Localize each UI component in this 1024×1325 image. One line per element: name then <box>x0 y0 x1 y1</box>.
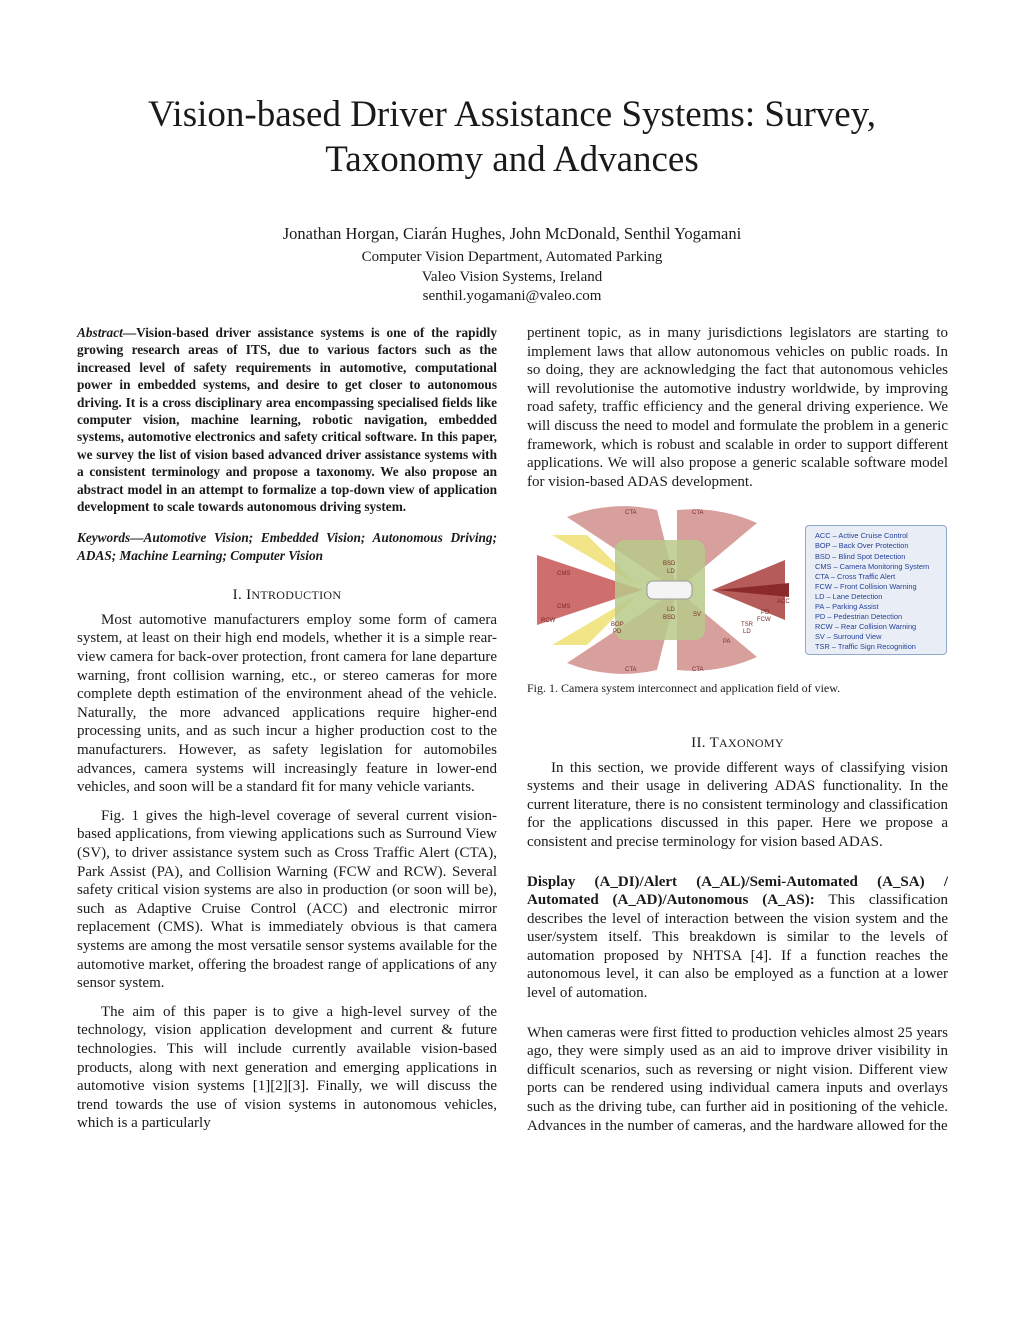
taxonomy-paragraph-2 <box>527 873 948 1003</box>
affiliation-department: Computer Vision Department, Automated Parking <box>361 249 663 265</box>
title-line-2: Taxonomy and Advances <box>325 139 699 180</box>
legend-item: PD – Pedestrian Detection <box>815 612 903 622</box>
intro-paragraph-3: The aim of this paper is to give a high-level survey of the technology, vision application development and current & future technologies. This will include currently available vision-based products, along with next generation and emerging applications in automotive vision systems [1][2][3]. Finally, we will discuss the trend towards the use of vision systems in autonomous vehicles, which is a particularly <box>77 1003 497 1132</box>
label-acc: ACC <box>777 599 790 606</box>
label-cta-tr: CTA <box>692 510 704 517</box>
label-cms-2: CMS <box>557 604 571 611</box>
taxonomy-paragraph-3: When cameras were first fitted to production vehicles almost 25 years ago, they were simply used as an aid to improve driver visibility in difficult scenarios, such as reversing or night vision. Different view ports can be rendered using individual camera inputs and overlays such as the driving tube, can further aid in positioning of the vehicle. Advances in the number of cameras, and the hardware allowed for the <box>527 1024 948 1134</box>
intro-paragraph-4: pertinent topic, as in many jurisdictions legislators are starting to implement laws that allow autonomous vehicles on public roads. In so doing, they are acknowledging the fact that autonomous vehicles will revolutionise the automotive industry worldwide, by improving road safety, traffic efficiency and the general driving experience. We will discuss the need to model and formulate the problem in a generic framework, which is robust and scalable in order to support different applications. We will also propose a generic scalable software model for vision-based ADAS development. <box>527 325 948 490</box>
legend-item: TSR – Traffic Sign Recognition <box>815 642 916 652</box>
paper-title <box>0 92 1024 182</box>
figure-legend <box>805 525 947 655</box>
intro-paragraph-2: Fig. 1 gives the high-level coverage of several current vision-based applications, from viewing applications such as Surround View (SV), to driver assistance system such as Cross Traffic Alert (CTA), Park Assist (PA), and Collision Warning (FCW and RCW). Several safety critical vision systems are also in production (or soon will be), such as Adaptive Cruise Control (ACC) and electronic mirror replacement (CMS). What is immediately obvious is that camera systems are among the most versatile sensor systems available for the automotive market, offering the broadest range of applications of any sensor system. <box>77 807 497 992</box>
label-cta-bl: CTA <box>625 667 637 674</box>
legend-item: LD – Lane Detection <box>815 591 883 601</box>
label-ld-right: LD <box>743 629 751 636</box>
abstract-label: Abstract <box>77 325 123 340</box>
legend-item: CMS – Camera Monitoring System <box>815 561 930 571</box>
label-ld-2: LD <box>667 607 675 614</box>
section-heading-taxonomy <box>527 734 948 753</box>
label-pd-right: PD <box>761 610 770 617</box>
right-column <box>527 324 948 1135</box>
figure-1 <box>527 505 948 675</box>
legend-item: BSD – Blind Spot Detection <box>815 551 906 561</box>
abstract-text: —Vision-based driver assistance systems is one of the rapidly growing research areas of ITS, due to various factors such as the increased level of safety requirements in automotive, computational power in embedded systems, and desire to get closer to autonomous driving. It is a cross disciplinary area encompassing specialised fields like computer vision, machine learning, robotic navigation, embedded systems, automotive electronics and safety critical software. In this paper, we survey the list of vision based advanced driver assistance systems with a consistent terminology and propose a taxonomy. We also propose an abstract model in an attempt to formalize a top-down view of application development to scale towards autonomous driving system. <box>77 325 497 515</box>
heading-rest: NTRODUCTION <box>251 588 342 603</box>
section-numeral: II. <box>691 734 706 751</box>
section-heading-introduction <box>77 586 497 605</box>
vehicle-icon <box>647 581 692 599</box>
legend-item: CTA – Cross Traffic Alert <box>815 571 896 581</box>
keywords-label: Keywords <box>77 530 131 546</box>
legend-item: FCW – Front Collision Warning <box>815 581 917 591</box>
authors: Jonathan Horgan, Ciarán Hughes, John McDonald, Senthil Yogamani <box>282 224 742 243</box>
section-numeral: I. <box>232 587 243 604</box>
taxonomy-levels-text: This classification describes the level of interaction between the vision system and the user/system itself. This breakdown is similar to the levels of automation proposed by NHTSA [4]. If a function reaches the autonomous level, it can also be employed as a function at a lower level of automation. <box>527 892 948 1002</box>
legend-item: BOP – Back Over Protection <box>815 541 909 551</box>
label-sv: SV <box>693 612 702 619</box>
legend-item: ACC – Active Cruise Control <box>815 531 908 541</box>
heading-initial: T <box>709 734 720 751</box>
label-bop: BOP <box>611 622 624 629</box>
label-rcw: RCW <box>541 618 556 625</box>
label-cta-br: CTA <box>692 667 704 674</box>
label-bsd-2: BSD <box>663 615 676 622</box>
label-pa: PA <box>723 639 731 646</box>
affiliation-company: Valeo Vision Systems, Ireland <box>421 268 603 285</box>
label-tsr: TSR <box>741 622 753 629</box>
figure-1-caption: Fig. 1. Camera system interconnect and application field of view. <box>527 681 841 696</box>
label-pd-left: PD <box>613 629 622 636</box>
label-cta-tl: CTA <box>625 510 637 517</box>
left-column <box>77 324 497 1133</box>
legend-item: PA – Parking Assist <box>815 602 879 611</box>
taxonomy-paragraph-1: In this section, we provide different ways of classifying vision systems and their usage in delivering ADAS functionality. In the current literature, there is no consistent terminology and classification for the applications discussed in this paper. Here we propose a consistent and precise terminology for vision based ADAS. <box>527 759 948 850</box>
intro-paragraph-1: Most automotive manufacturers employ some form of camera system, at least on their high end models, whether it is a simple rear-view camera for back-over protection, front camera for lane departure warning, front collision warning, etc., or stereo cameras for more complete depth estimation of the environment ahead of the vehicle. Naturally, the more advanced applications require higher-end processing units, and as such incur a higher production cost to the manufacturers. However, as safety legislation for automobiles advances, camera systems will increasingly feature in lower-end vehicles, and soon will be a standard fit for many vehicle variants. <box>77 611 497 796</box>
legend-item: RCW – Rear Collision Warning <box>815 622 917 632</box>
abstract <box>77 324 497 515</box>
affiliation-block <box>0 248 1024 307</box>
label-bsd-1: BSD <box>663 561 676 568</box>
label-ld-1: LD <box>667 569 675 576</box>
label-fcw: FCW <box>757 617 771 624</box>
keywords-text: —Automotive Vision; Embedded Vision; Autonomous Driving; ADAS; Machine Learning; Computer Vision <box>77 530 497 563</box>
taxonomy-levels-heading: Display (A_DI)/Alert (A_AL)/Semi-Automated (A_SA) / Automated (A_AD)/Autonomous (A_AS): <box>527 873 948 909</box>
heading-rest: AXONOMY <box>719 735 784 750</box>
title-line-1: Vision-based Driver Assistance Systems: Survey, <box>147 94 877 135</box>
heading-initial: I <box>246 587 252 604</box>
legend-item: SV – Surround View <box>815 632 882 642</box>
affiliation-email: senthil.yogamani@valeo.com <box>422 288 602 304</box>
label-cms-1: CMS <box>557 571 571 578</box>
keywords <box>77 529 497 564</box>
